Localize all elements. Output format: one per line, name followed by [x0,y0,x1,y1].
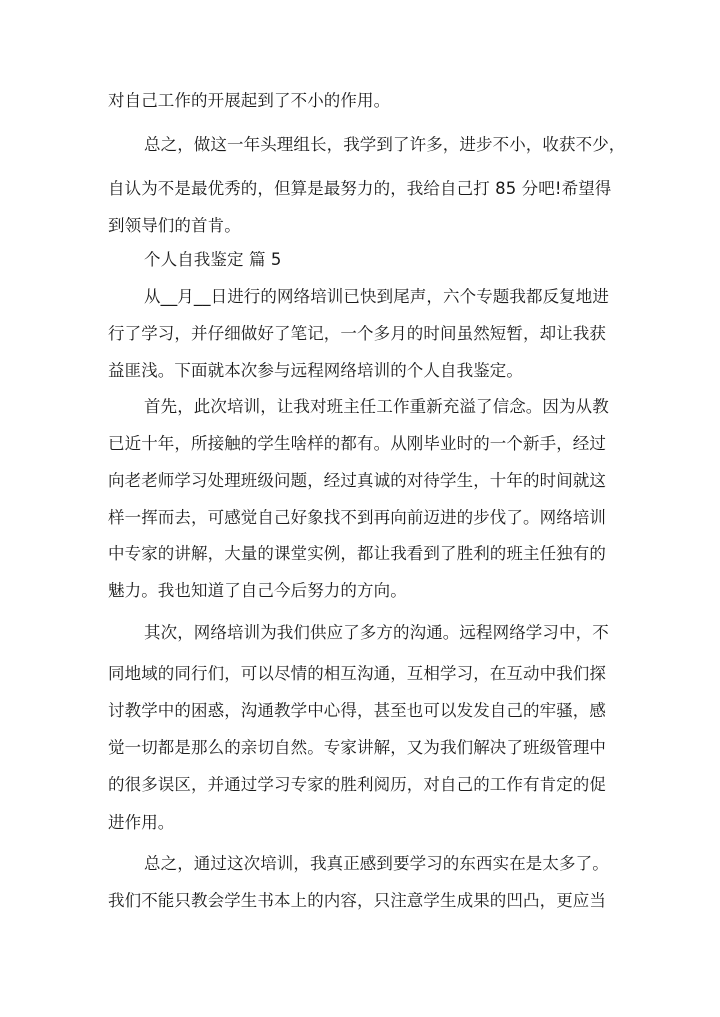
text-line: 觉一切都是那么的亲切自然。专家讲解，又为我们解决了班级管理中 [108,738,606,757]
text-line: 魅力。我也知道了自己今后努力的方向。 [108,581,407,600]
text-line: 对自己工作的开展起到了不小的作用。 [108,91,391,110]
text-line: 同地域的同行们，可以尽情的相互沟通，互相学习，在互动中我们探 [108,664,606,683]
text-line: 自认为不是最优秀的，但算是最努力的，我给自己打 85 分吧!希望得 [108,179,612,198]
text-line: 总之，做这一年头理组长，我学到了许多，进步不小，收获不少， [144,135,626,154]
text-line: 行了学习，并仔细做好了笔记，一个多月的时间虽然短暂，却让我获 [108,324,606,343]
text-line: 我们不能只教会学生书本上的内容，只注意学生成果的凹凸，更应当 [108,891,606,910]
text-line: 总之，通过这次培训，我真正感到要学习的东西实在是太多了。 [144,854,609,873]
text-line: 讨教学中的困惑，沟通教学中心得，甚至也可以发发自己的牢骚，感 [108,701,606,720]
text-line: 从__月__日进行的网络培训已快到尾声，六个专题我都反复地进 [144,287,609,306]
text-line: 样一挥而去，可感觉自己好象找不到再向前迈进的步伐了。网络培训 [108,508,606,527]
text-line: 向老老师学习处理班级问题，经过真诚的对待学生，十年的时间就这 [108,471,606,490]
text-line: 其次，网络培训为我们供应了多方的沟通。远程网络学习中，不 [144,623,609,642]
text-line: 进作用。 [108,813,175,832]
text-line: 的很多误区，并通过学习专家的胜利阅历，对自己的工作有肯定的促 [108,775,606,794]
text-line: 首先，此次培训，让我对班主任工作重新充溢了信念。因为从教 [144,397,609,416]
text-line: 中专家的讲解，大量的课堂实例，都让我看到了胜利的班主任独有的 [108,544,606,563]
text-line: 已近十年，所接触的学生啥样的都有。从刚毕业时的一个新手，经过 [108,434,606,453]
text-line: 到领导们的首肯。 [108,216,241,235]
text-line: 益匪浅。下面就本次参与远程网络培训的个人自我鉴定。 [108,361,523,380]
section-heading: 个人自我鉴定 篇 5 [144,250,282,269]
